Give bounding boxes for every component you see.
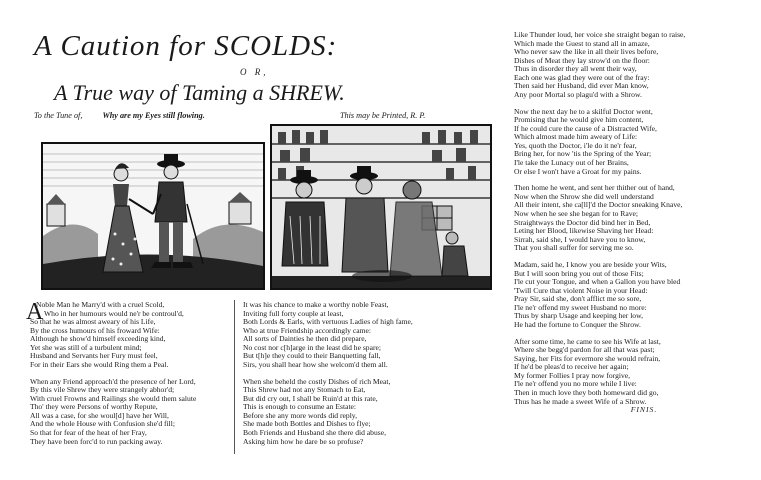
verse-line: Each one was glad they were out of the fray:: [514, 72, 650, 82]
verse-line: Who in her humours would ne'r be controul'd,: [44, 308, 184, 318]
verse-line: I'le ne'r offend my sweet Husband no more:: [514, 302, 647, 312]
verse-line: That you shall suffer for serving me so.: [514, 243, 634, 253]
verse-line: Bring her, for now 'tis the Spring of the Year;: [514, 149, 652, 159]
verse-line: Dishes of Meat they lay strow'd on the floor:: [514, 55, 650, 65]
verse-line: By the cross humours of his froward Wife:: [30, 325, 160, 335]
verse-line: Now when the Shrow she did well understand: [514, 191, 654, 201]
verse-line: Both Friends and Husband she there did abuse,: [243, 427, 386, 437]
verse-line: Promising that he would give him content,: [514, 115, 644, 125]
verse-line: So that for fear of the heat of her Fray,: [30, 427, 147, 437]
verse-line: All was a case, for she woul[d] have her Will,: [30, 410, 169, 420]
verse-line: Then in much love they both homeward did go,: [514, 387, 659, 397]
verse-line: If he'd be pleas'd to receive her again;: [514, 362, 629, 372]
verse-line: Which almost made him aweary of Life:: [514, 132, 638, 142]
woodcut-doctor: [270, 124, 492, 290]
drop-cap: A: [26, 299, 44, 325]
verse-line: No cost nor c[h]arge in the least did he spare;: [243, 342, 381, 352]
verse-line: They have been forc'd to run packing away.: [30, 436, 163, 446]
column-divider: [234, 300, 235, 454]
verse-line: I'le take the Lunacy out of her Brains,: [514, 157, 629, 167]
verse-line: Who never saw the like in all their lives before,: [514, 47, 659, 57]
verse-line: Husband and Servants her Fury must feel,: [30, 351, 158, 361]
verse-line: Madam, said he, I know you are beside your Wits,: [514, 260, 667, 270]
verse-line: She made both Bottles and Dishes to flye;: [243, 419, 371, 429]
ballad-column-2: [243, 301, 483, 446]
verse-line: Leting her Blood, likewise Shaving her Head:: [514, 226, 654, 236]
verse-line: But I will soon bring you out of those Fits;: [514, 268, 644, 278]
verse-line: So that he was almost aweary of his Life,: [30, 317, 156, 327]
verse-line: Sirrah, said she, I would have you to know,: [514, 234, 646, 244]
ballad-column-1: [30, 300, 232, 446]
ballad-title-line1: A Caution for SCOLDS:: [34, 30, 338, 62]
verse-line: Yes, quoth the Doctor, i'le do it ne'r fear,: [514, 140, 637, 150]
verse-line: Thus by sharp Usage and keeping her low,: [514, 311, 643, 321]
verse-line: Where she begg'd pardon for all that was past;: [514, 345, 655, 355]
verse-line: If he could cure the cause of a Distracted Wife,: [514, 123, 657, 133]
verse-line: After some time, he came to see his Wife at last,: [514, 336, 661, 346]
verse-line: Noble Man he Marry'd with a cruel Scold,: [36, 300, 165, 309]
verse-line: Saying, her Fits for evermore she would refrain,: [514, 353, 661, 363]
verse-line: Then said her Husband, did ever Man know,: [514, 81, 649, 91]
verse-line: Any poor Mortal so plagu'd with a Shrow.: [514, 89, 642, 99]
verse-line: Thus in disorder they all went their way,: [514, 64, 637, 74]
verse-line: Which made the Guest to stand all in amaze,: [514, 38, 650, 48]
verse-line: Before she any more words did reply,: [243, 410, 358, 420]
verse-line: With cruel Frowns and Railings she would them salute: [30, 393, 197, 403]
verse-line: Now when he see she began for to Rave;: [514, 208, 638, 218]
verse-line: He had the fortune to Conquer the Shrow.: [514, 319, 641, 329]
verse-line: Thus has he made a sweet Wife of a Shrow.: [514, 396, 647, 406]
verse-line: Then home he went, and sent her thither out of hand,: [514, 183, 675, 193]
woodcut-couple-image: [43, 144, 263, 288]
tune-prefix: To the Tune of,: [34, 111, 83, 120]
verse-line: Inviting full forty couple at least,: [243, 308, 344, 318]
ballad-title-line2: A True way of Taming a SHREW.: [54, 80, 345, 105]
ballad-column-3: [514, 31, 754, 415]
verse-line: All sorts of Dainties he then did prepare,: [243, 334, 367, 344]
verse-line: When any Friend approach'd the presence of her Lord,: [30, 376, 196, 386]
verse-line: I'le cut your Tongue, and when a Gallon you have bled: [514, 277, 681, 287]
verse-line: Straightways the Doctor did bind her in Bed,: [514, 217, 651, 227]
verse-line: Both Lords & Earls, with vertuous Ladies of high fame,: [243, 317, 413, 327]
verse-line: But did cry out, I shall be Ruin'd at this rate,: [243, 393, 378, 403]
woodcut-doctor-image: [272, 126, 490, 288]
verse-line: My former Follies I pray now forgive,: [514, 370, 631, 380]
verse-line: When she beheld the costly Dishes of rich Meat,: [243, 376, 391, 386]
ballad-title-or: O R,: [240, 67, 269, 77]
tune-line: [34, 111, 205, 120]
verse-line: Now the next day he to a skilful Doctor went,: [514, 106, 653, 116]
verse-line: It was his chance to make a worthy noble Feast,: [243, 300, 389, 309]
verse-line: Pray Sir, said she, don't afflict me so sore,: [514, 294, 642, 304]
verse-line: Like Thunder loud, her voice she straight began to raise,: [514, 30, 686, 39]
woodcut-couple: [41, 142, 265, 290]
license-note: This may be Printed, R. P.: [340, 111, 426, 120]
verse-line: This is enough to consume an Estate:: [243, 402, 357, 412]
verse-line: Or else I won't have a Groat for my pains.: [514, 166, 642, 176]
verse-line: For in their Ears she would Ring them a Peal.: [30, 359, 169, 369]
verse-line: Tho' they were Persons of worthy Repute,: [30, 402, 158, 412]
verse-line: Sirs, you shall hear how she welcom'd them all.: [243, 359, 388, 369]
verse-line: This Shrew had not any Stomach to Eat,: [243, 385, 366, 395]
verse-line: And the whole House with Confusion she'd fill;: [30, 419, 176, 429]
verse-line: By this vile Shrew they were strangely abhor'd;: [30, 385, 175, 395]
finis-label: FINIS.: [630, 405, 658, 415]
verse-line: All their intent, she ca[ll]'d the Doctor sneaking Knave,: [514, 200, 683, 210]
verse-line: 'Twill Cure that violent Noise in your Head:: [514, 285, 648, 295]
verse-line: But t[h]e they could to their Banquetting fall,: [243, 351, 381, 361]
verse-line: Who at true Friendship accordingly came:: [243, 325, 371, 335]
verse-line: Asking him how he dare be so profuse?: [243, 436, 364, 446]
verse-line: I'le ne'r offend you no more while I live:: [514, 379, 637, 389]
verse-line: Yet she was still of a turbulent mind;: [30, 342, 142, 352]
tune-name: Why are my Eyes still flowing.: [102, 111, 205, 120]
verse-line: Although he show'd himself exceeding kind,: [30, 334, 166, 344]
